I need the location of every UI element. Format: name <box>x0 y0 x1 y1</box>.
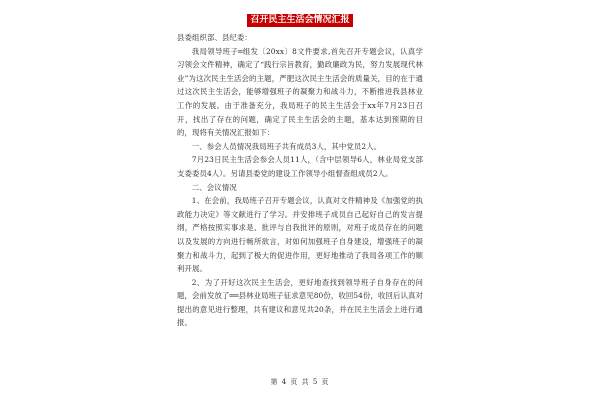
paragraph-attendees: 7月23日民主生活会参会人员11人，（含中层领导6人，林业局党支部支委委员4人）。另请县委党的建设工作领导小组督查组成员2人。 <box>177 155 423 178</box>
document-title: 召开民主生活会情况汇报 <box>247 14 352 27</box>
title-container <box>0 7 600 27</box>
paragraph-meeting-2: 2、为了开好这次民主生活会，更好地查找到领导班子自身存在的问题，会前发放了══县林业局班子征求意见80份，收回54份，收回后认真对提出的意见进行整理，共有建议和意见共20条，并在民主生活会上进行通报。 <box>177 277 423 328</box>
paragraph-intro: 我局领导班子═组发〔20xx〕8文件要求,首先召开专题会议，认真学习领会文件精神，确定了“践行宗旨教育，勤政廉政为民，努力发展现代林业”为这次民主生活会的主题，严肥这次民主生活会的质量关，目的在于通过这次民主生活会，能够增强班子的凝聚力和战斗力，不断推进我县林业工作的发展。由于准备充分，我局班子的民主生活会于xx年7月23日召开，找出了存在的问题，确定了民主生活会的主题，基本达到预期的目的，现将有关情况汇报如下： <box>177 46 423 138</box>
paragraph-meeting-1: 1、在会前，我局班子召开专题会议，认真对文件精神及《加强党的执政能力决定》等文献进行了学习。并安排班子成员自己起好自己的发言提纲，严格按照实事求是、批评与自我批评的原则，对班子成员存在的问题以及发展的方向进行畅所欲言，对如何加强班子自身建设，增强班子的凝聚力和战斗力，起到了极大的促进作用，更好地推动了我局各项工作的顺利开展。 <box>177 196 423 274</box>
section-heading-meeting: 二、会议情况 <box>191 182 237 192</box>
page-number-footer: 第 4 页 共 5 页 <box>270 378 330 386</box>
document-body <box>177 31 423 330</box>
section-heading-attendees: 一、参会人员情况我局班子共有成员3人，其中党员2人。 <box>191 141 382 151</box>
salutation: 县委组织部、县纪委： <box>177 33 252 42</box>
